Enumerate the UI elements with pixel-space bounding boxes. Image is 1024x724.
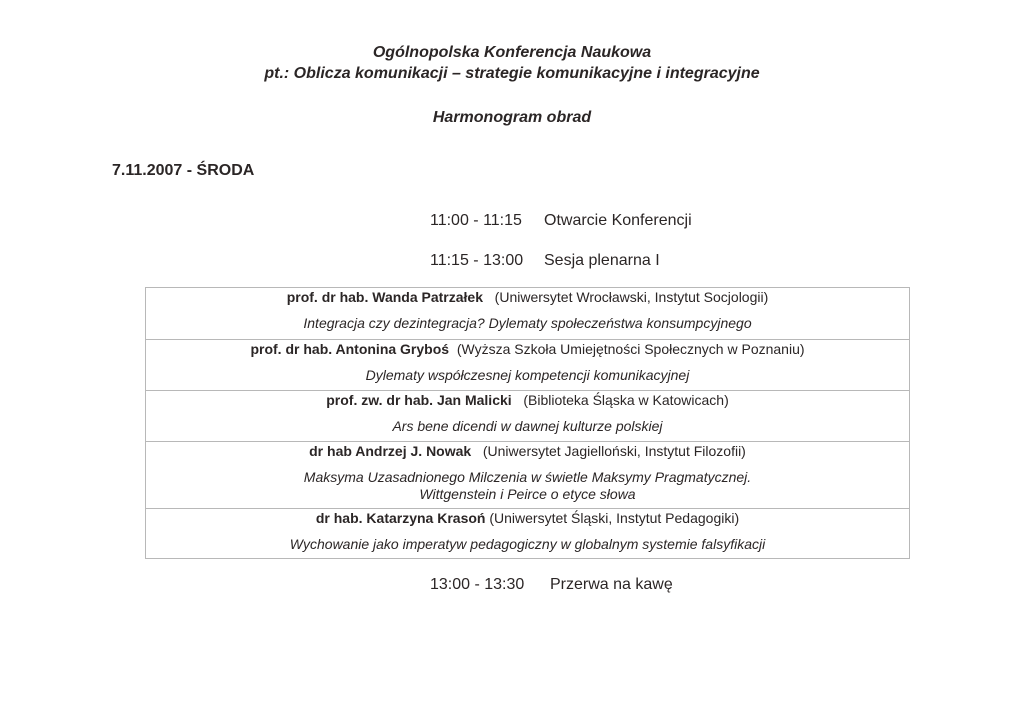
talk-title (146, 315, 909, 332)
slot-plenary (430, 252, 660, 270)
talk-title-line: Wittgenstein i Peirce o etyce słowa (419, 486, 636, 502)
talk-title (146, 536, 909, 553)
talk-row (146, 339, 909, 390)
talk-title-line: Wychowanie jako imperatyw pedagogiczny w globalnym systemie falsyfikacji (289, 536, 766, 552)
speaker-name: prof. dr hab. Wanda Patrzałek (286, 289, 483, 305)
speaker-affiliation: (Uniwersytet Jagielloński, Instytut Filozofii) (482, 443, 746, 459)
talk-header (146, 392, 909, 409)
speaker-affiliation: (Uniwersytet Śląski, Instytut Pedagogiki) (489, 510, 740, 526)
talk-title-line: Dylematy współczesnej kompetencji komunikacyjnej (365, 367, 690, 383)
talk-row (146, 441, 909, 508)
slot-label: Sesja plenarna I (544, 252, 660, 269)
talk-row (146, 390, 909, 441)
talk-row (146, 508, 909, 558)
talk-row (146, 288, 909, 339)
talk-title-line: Ars bene dicendi w dawnej kulturze polskiej (392, 418, 663, 434)
talk-header (146, 443, 909, 460)
speaker-name: dr hab. Katarzyna Krasoń (315, 510, 486, 526)
slot-opening (430, 212, 692, 230)
talk-header (146, 289, 909, 306)
talk-header (146, 510, 909, 527)
slot-coffee-break (430, 576, 673, 594)
speaker-name: prof. dr hab. Antonina Gryboś (250, 341, 450, 357)
talks-table (145, 287, 910, 559)
speaker-affiliation: (Biblioteka Śląska w Katowicach) (523, 392, 729, 408)
talk-title (146, 418, 909, 435)
talk-title-line: Maksyma Uzasadnionego Milczenia w świetle Maksymy Pragmatycznej. (303, 469, 752, 485)
day-heading: 7.11.2007 - ŚRODA (112, 162, 255, 179)
conference-subtitle: pt.: Oblicza komunikacji – strategie komunikacyjne i integracyjne (264, 65, 760, 82)
talk-header (146, 341, 909, 358)
schedule-heading: Harmonogram obrad (432, 109, 592, 126)
speaker-affiliation: (Uniwersytet Wrocławski, Instytut Socjologii) (494, 289, 769, 305)
slot-time: 11:15 - 13:00 (430, 252, 524, 269)
conference-name: Ogólnopolska Konferencja Naukowa (372, 44, 652, 61)
speaker-name: dr hab Andrzej J. Nowak (309, 443, 472, 459)
slot-time: 13:00 - 13:30 (430, 576, 525, 593)
slot-label: Otwarcie Konferencji (544, 212, 692, 229)
slot-time: 11:00 - 11:15 (430, 212, 522, 229)
talk-title (146, 469, 909, 503)
slot-label: Przerwa na kawę (550, 576, 673, 593)
talk-title-line: Integracja czy dezintegracja? Dylematy społeczeństwa konsumpcyjnego (303, 315, 752, 331)
talk-title (146, 367, 909, 384)
speaker-name: prof. zw. dr hab. Jan Malicki (326, 392, 512, 408)
speaker-affiliation: (Wyższa Szkoła Umiejętności Społecznych w Poznaniu) (456, 341, 805, 357)
